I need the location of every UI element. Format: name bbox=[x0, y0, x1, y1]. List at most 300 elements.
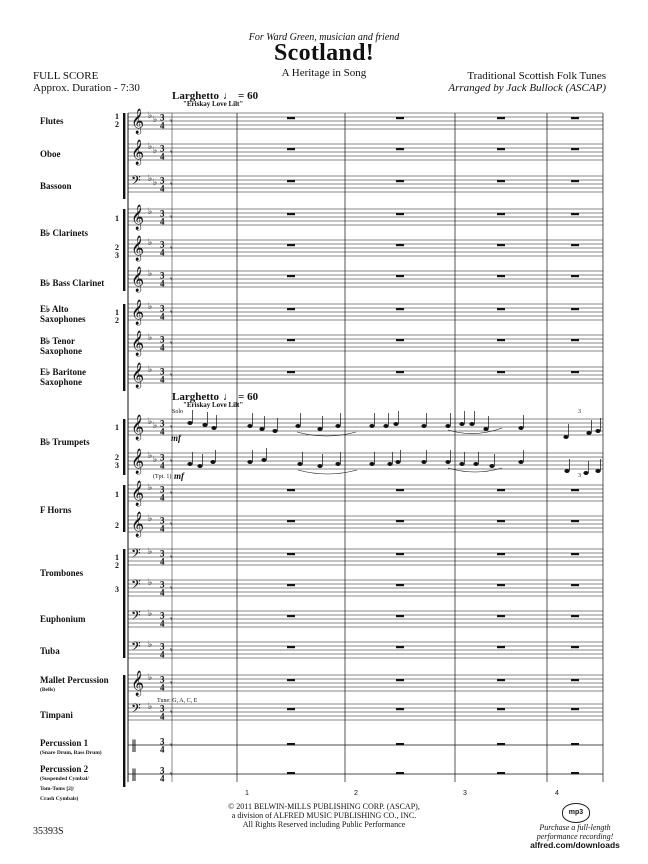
instrument-oboe: Oboe bbox=[40, 149, 61, 159]
measure-number: 1 bbox=[245, 790, 249, 797]
catalog-number: 35393S bbox=[33, 826, 64, 837]
dynamic-mf: mf bbox=[171, 433, 181, 443]
whole-rest bbox=[287, 489, 295, 491]
whole-rest bbox=[287, 117, 295, 119]
time-signature: 3 bbox=[160, 641, 165, 652]
note-head bbox=[369, 424, 374, 428]
time-signature: 4 bbox=[160, 649, 165, 660]
note-head bbox=[483, 427, 488, 431]
rest-icon: 𝄾 bbox=[170, 646, 173, 656]
flat-icon: ♭ bbox=[148, 111, 153, 121]
rest-icon: 𝄾 bbox=[170, 213, 173, 223]
time-signature: 4 bbox=[160, 183, 165, 194]
measure-number: 4 bbox=[555, 790, 559, 797]
instrument-bb-clarinets: B♭ Clarinets bbox=[40, 228, 88, 238]
tempo-bpm: = 60 bbox=[238, 90, 259, 102]
part-number: 2 3 bbox=[115, 453, 119, 470]
time-signature: 3 bbox=[160, 484, 165, 495]
time-signature: 4 bbox=[160, 618, 165, 629]
instrument-label-line: E♭ Alto bbox=[40, 304, 69, 314]
note-head bbox=[383, 424, 388, 428]
clef-icon: 𝄢 bbox=[131, 639, 141, 657]
note-head bbox=[247, 460, 252, 464]
note-head bbox=[297, 462, 302, 466]
flat-icon: ♭ bbox=[148, 333, 153, 343]
clef-icon: 𝄞 bbox=[131, 300, 145, 325]
time-signature: 4 bbox=[160, 374, 165, 385]
whole-rest bbox=[571, 520, 579, 522]
clef-icon: 𝄞 bbox=[131, 363, 145, 388]
clef-icon: 𝄢 bbox=[131, 546, 141, 564]
instrument-label-sub: (Suspended Cymbal/ bbox=[40, 776, 89, 782]
flat-icon: ♭ bbox=[148, 547, 153, 557]
flat-icon: ♭ bbox=[148, 578, 153, 588]
whole-rest bbox=[497, 708, 505, 710]
instrument-bb-trumpets: B♭ Trumpets bbox=[40, 437, 90, 447]
note-head bbox=[421, 460, 426, 464]
instrument-label-line: Saxophone bbox=[40, 346, 83, 356]
whole-rest bbox=[497, 308, 505, 310]
rest-icon: 𝄾 bbox=[170, 308, 173, 318]
flat-icon: ♭ bbox=[148, 609, 153, 619]
time-signature: 4 bbox=[160, 342, 165, 353]
whole-rest bbox=[571, 213, 579, 215]
note-head bbox=[187, 421, 192, 425]
rest-icon: 𝄾 bbox=[170, 180, 173, 190]
whole-rest bbox=[571, 772, 579, 774]
instrument-label-line: Percussion 1 bbox=[40, 738, 89, 748]
time-signature: 4 bbox=[160, 426, 165, 437]
whole-rest bbox=[571, 117, 579, 119]
group-bracket bbox=[123, 304, 125, 391]
time-signature: 3 bbox=[160, 366, 165, 377]
time-signature: 4 bbox=[160, 278, 165, 289]
whole-rest bbox=[571, 244, 579, 246]
flat-icon: ♭ bbox=[148, 174, 153, 184]
flat-icon: ♭ bbox=[148, 142, 153, 152]
whole-rest bbox=[287, 244, 295, 246]
rest-icon: 𝄾 bbox=[170, 371, 173, 381]
whole-rest bbox=[497, 371, 505, 373]
instrument-timpani: Timpani bbox=[40, 710, 73, 720]
whole-rest bbox=[396, 584, 404, 586]
whole-rest bbox=[396, 339, 404, 341]
clef-icon: 𝄞 bbox=[131, 512, 145, 537]
note-head bbox=[393, 422, 398, 426]
whole-rest bbox=[396, 117, 404, 119]
instrument-label-line: Mallet Percussion bbox=[40, 675, 109, 685]
note-head bbox=[187, 462, 192, 466]
part-number: 1 bbox=[115, 423, 119, 432]
rest-icon: 𝄾 bbox=[170, 741, 173, 751]
whole-rest bbox=[571, 679, 579, 681]
whole-rest bbox=[396, 180, 404, 182]
whole-rest bbox=[497, 772, 505, 774]
time-signature: 4 bbox=[160, 711, 165, 722]
whole-rest bbox=[396, 148, 404, 150]
clef-icon: 𝄞 bbox=[131, 671, 145, 696]
time-signature: 3 bbox=[160, 143, 165, 154]
instrument-label-sub: (Bells) bbox=[40, 687, 55, 693]
time-signature: 4 bbox=[160, 773, 165, 784]
triplet-marking: 3 bbox=[578, 473, 581, 479]
note-head bbox=[259, 427, 264, 431]
copyright-line: All Rights Reserved including Public Performance bbox=[242, 820, 406, 829]
note-head bbox=[421, 424, 426, 428]
whole-rest bbox=[571, 553, 579, 555]
clef-icon: 𝄞 bbox=[131, 205, 145, 230]
note-head bbox=[261, 458, 266, 462]
whole-rest bbox=[571, 371, 579, 373]
flat-icon: ♭ bbox=[153, 146, 158, 156]
whole-rest bbox=[497, 213, 505, 215]
rest-icon: 𝄾 bbox=[170, 275, 173, 285]
part-number: 1 2 bbox=[115, 308, 119, 325]
time-signature: 4 bbox=[160, 523, 165, 534]
whole-rest bbox=[571, 308, 579, 310]
whole-rest bbox=[287, 371, 295, 373]
note-head bbox=[395, 460, 400, 464]
whole-rest bbox=[571, 743, 579, 745]
whole-rest bbox=[287, 148, 295, 150]
whole-rest bbox=[497, 180, 505, 182]
recording-promo bbox=[520, 823, 630, 850]
flat-icon: ♭ bbox=[148, 269, 153, 279]
note-head bbox=[518, 460, 523, 464]
instrument-bb-bass-clarinet: B♭ Bass Clarinet bbox=[40, 278, 105, 288]
whole-rest bbox=[497, 244, 505, 246]
flat-icon: ♭ bbox=[148, 207, 153, 217]
flat-icon: ♭ bbox=[148, 673, 153, 683]
time-signature: 4 bbox=[160, 556, 165, 567]
group-bracket bbox=[123, 419, 125, 475]
whole-rest bbox=[497, 520, 505, 522]
clef-icon: 𝄞 bbox=[131, 109, 145, 134]
flat-icon: ♭ bbox=[148, 302, 153, 312]
flat-icon: ♭ bbox=[153, 115, 158, 125]
whole-rest bbox=[287, 772, 295, 774]
duration: Approx. Duration - 7:30 bbox=[33, 82, 140, 94]
whole-rest bbox=[571, 275, 579, 277]
rest-icon: 𝄾 bbox=[170, 244, 173, 254]
dynamic-mf: mf bbox=[174, 471, 184, 481]
note-head bbox=[197, 464, 202, 468]
time-signature: 3 bbox=[160, 239, 165, 250]
solo-marking: Solo bbox=[172, 409, 184, 415]
instrument-label-sub: Crash Cymbals) bbox=[40, 796, 79, 802]
part-number: 3 bbox=[115, 585, 119, 594]
time-signature: 3 bbox=[160, 270, 165, 281]
subtitle: A Heritage in Song bbox=[281, 67, 367, 79]
instrument-f-horns: F Horns bbox=[40, 505, 72, 515]
time-signature: 3 bbox=[160, 208, 165, 219]
part-number: 1 bbox=[115, 214, 119, 223]
time-signature: 3 bbox=[160, 334, 165, 345]
note-head bbox=[445, 424, 450, 428]
whole-rest bbox=[287, 679, 295, 681]
whole-rest bbox=[287, 339, 295, 341]
whole-rest bbox=[287, 646, 295, 648]
flat-icon: ♭ bbox=[148, 451, 153, 461]
mp3-icon: mp3 bbox=[562, 803, 590, 823]
whole-rest bbox=[287, 615, 295, 617]
slur bbox=[297, 432, 356, 436]
time-signature: 4 bbox=[160, 744, 165, 755]
whole-rest bbox=[287, 553, 295, 555]
note-head bbox=[247, 424, 252, 428]
group-bracket bbox=[123, 675, 125, 787]
time-signature: 4 bbox=[160, 587, 165, 598]
clef-icon: 𝄢 bbox=[131, 608, 141, 626]
slur bbox=[448, 468, 502, 472]
clef-icon: 𝄞 bbox=[131, 267, 145, 292]
rest-icon: 𝄾 bbox=[170, 708, 173, 718]
rest-icon: 𝄾 bbox=[170, 615, 173, 625]
note-head bbox=[583, 471, 588, 475]
clef-icon: 𝄞 bbox=[131, 481, 145, 506]
arranger-line: Arranged by Jack Bullock (ASCAP) bbox=[448, 82, 606, 94]
whole-rest bbox=[497, 275, 505, 277]
whole-rest bbox=[396, 244, 404, 246]
time-signature: 3 bbox=[160, 303, 165, 314]
note-head bbox=[210, 460, 215, 464]
note-head bbox=[595, 429, 600, 433]
part-number: 2 bbox=[115, 521, 119, 530]
note-head bbox=[459, 422, 464, 426]
composer-line: Traditional Scottish Folk Tunes bbox=[467, 70, 606, 82]
clef-icon: 𝄞 bbox=[131, 140, 145, 165]
clef-icon: 𝄢 bbox=[131, 173, 141, 191]
whole-rest bbox=[396, 679, 404, 681]
rest-icon: 𝄾 bbox=[170, 117, 173, 127]
time-signature: 3 bbox=[160, 674, 165, 685]
note-head bbox=[211, 426, 216, 430]
whole-rest bbox=[497, 339, 505, 341]
time-signature: 3 bbox=[160, 548, 165, 559]
time-signature: 3 bbox=[160, 579, 165, 590]
section-name-top: "Eriskay Love Lilt" bbox=[183, 100, 244, 108]
time-signature: 4 bbox=[160, 460, 165, 471]
whole-rest bbox=[396, 275, 404, 277]
slur bbox=[298, 470, 357, 474]
whole-rest bbox=[396, 520, 404, 522]
note-head bbox=[469, 422, 474, 426]
time-signature: 3 bbox=[160, 175, 165, 186]
instrument-label-line: B♭ Tenor bbox=[40, 336, 76, 346]
time-signature: 3 bbox=[160, 765, 165, 776]
rest-icon: 𝄾 bbox=[170, 770, 173, 780]
instrument-label-line: Saxophone bbox=[40, 377, 83, 387]
note-head bbox=[459, 462, 464, 466]
whole-rest bbox=[497, 679, 505, 681]
copyright-line: a division of ALFRED MUSIC PUBLISHING CO., INC. bbox=[231, 811, 417, 820]
clef-icon: 𝄢 bbox=[131, 577, 141, 595]
time-signature: 4 bbox=[160, 311, 165, 322]
whole-rest bbox=[497, 615, 505, 617]
time-signature: 4 bbox=[160, 682, 165, 693]
flat-icon: ♭ bbox=[153, 178, 158, 188]
time-signature: 4 bbox=[160, 151, 165, 162]
time-signature: 3 bbox=[160, 418, 165, 429]
note-head bbox=[489, 464, 494, 468]
whole-rest bbox=[396, 553, 404, 555]
whole-rest bbox=[571, 584, 579, 586]
note-head bbox=[272, 429, 277, 433]
flat-icon: ♭ bbox=[148, 702, 153, 712]
clef-icon: 𝄞 bbox=[131, 331, 145, 356]
whole-rest bbox=[287, 584, 295, 586]
whole-rest bbox=[396, 489, 404, 491]
note-head bbox=[595, 469, 600, 473]
instrument-label-line: E♭ Baritone bbox=[40, 367, 86, 377]
flat-icon: ♭ bbox=[148, 483, 153, 493]
copyright-line: © 2011 BELWIN-MILLS PUBLISHING CORP. (ASCAP), bbox=[228, 802, 420, 811]
time-signature: 4 bbox=[160, 492, 165, 503]
promo-line: performance recording! bbox=[536, 832, 614, 841]
note-head bbox=[564, 469, 569, 473]
rest-icon: 𝄾 bbox=[170, 148, 173, 158]
whole-rest bbox=[497, 743, 505, 745]
rest-icon: 𝄾 bbox=[170, 339, 173, 349]
whole-rest bbox=[497, 584, 505, 586]
instrument-label-sub: Tom-Toms [2]/ bbox=[40, 786, 75, 792]
instrument-flutes: Flutes bbox=[40, 116, 64, 126]
note-head bbox=[317, 427, 322, 431]
part-number: 1 2 bbox=[115, 553, 119, 570]
whole-rest bbox=[396, 772, 404, 774]
time-signature: 3 bbox=[160, 452, 165, 463]
clef-icon: 𝄞 bbox=[131, 415, 145, 440]
instrument-label-line: Percussion 2 bbox=[40, 764, 89, 774]
note-head bbox=[586, 431, 591, 435]
note-head bbox=[518, 426, 523, 430]
whole-rest bbox=[571, 489, 579, 491]
whole-rest bbox=[396, 708, 404, 710]
promo-line: Purchase a full-length bbox=[539, 823, 611, 832]
whole-rest bbox=[571, 180, 579, 182]
note-head bbox=[445, 460, 450, 464]
flat-icon: ♭ bbox=[153, 421, 158, 431]
rest-icon: 𝄾 bbox=[170, 423, 173, 433]
note-head bbox=[369, 462, 374, 466]
whole-rest bbox=[497, 553, 505, 555]
instrument-tuba: Tuba bbox=[40, 646, 60, 656]
clef-icon: 𝄞 bbox=[131, 236, 145, 261]
whole-rest bbox=[396, 646, 404, 648]
rest-icon: 𝄾 bbox=[170, 489, 173, 499]
rest-icon: 𝄾 bbox=[170, 679, 173, 689]
triplet-marking: 3 bbox=[578, 409, 581, 415]
instrument-trombones: Trombones bbox=[40, 568, 84, 578]
flat-icon: ♭ bbox=[148, 365, 153, 375]
tempo-bpm: = 60 bbox=[238, 391, 259, 403]
tempo-text: Larghetto bbox=[172, 90, 220, 102]
note-head bbox=[295, 424, 300, 428]
part-number: 1 2 bbox=[115, 112, 119, 129]
whole-rest bbox=[287, 520, 295, 522]
instrument-euphonium: Euphonium bbox=[40, 614, 86, 624]
time-signature: 4 bbox=[160, 247, 165, 258]
whole-rest bbox=[497, 646, 505, 648]
group-bracket bbox=[123, 549, 125, 658]
note-head bbox=[563, 435, 568, 439]
clef-icon: 𝄞 bbox=[131, 449, 145, 474]
rest-icon: 𝄾 bbox=[170, 457, 173, 467]
quarter-note-icon: ♩ bbox=[223, 391, 235, 403]
instrument-label-sub: (Snare Drum, Bass Drum) bbox=[40, 750, 102, 756]
part-number: 2 3 bbox=[115, 243, 119, 260]
whole-rest bbox=[396, 371, 404, 373]
whole-rest bbox=[497, 117, 505, 119]
time-signature: 4 bbox=[160, 216, 165, 227]
time-signature: 3 bbox=[160, 736, 165, 747]
note-head bbox=[202, 423, 207, 427]
whole-rest bbox=[497, 148, 505, 150]
whole-rest bbox=[287, 708, 295, 710]
whole-rest bbox=[497, 489, 505, 491]
measure-number: 2 bbox=[354, 790, 358, 797]
whole-rest bbox=[396, 743, 404, 745]
note-head bbox=[335, 424, 340, 428]
whole-rest bbox=[571, 148, 579, 150]
whole-rest bbox=[287, 743, 295, 745]
rest-icon: 𝄾 bbox=[170, 584, 173, 594]
note-head bbox=[317, 464, 322, 468]
whole-rest bbox=[287, 275, 295, 277]
group-bracket bbox=[123, 485, 125, 532]
section-name-brass: "Eriskay Love Lilt" bbox=[183, 401, 244, 409]
whole-rest bbox=[287, 180, 295, 182]
whole-rest bbox=[571, 646, 579, 648]
flat-icon: ♭ bbox=[148, 640, 153, 650]
whole-rest bbox=[571, 708, 579, 710]
measure-number: 3 bbox=[463, 790, 467, 797]
time-signature: 3 bbox=[160, 515, 165, 526]
flat-icon: ♭ bbox=[148, 238, 153, 248]
whole-rest bbox=[287, 308, 295, 310]
flat-icon: ♭ bbox=[148, 514, 153, 524]
clef-icon: ‖ bbox=[131, 767, 137, 781]
part-number: 1 bbox=[115, 490, 119, 499]
time-signature: 3 bbox=[160, 703, 165, 714]
tempo-text: Larghetto bbox=[172, 391, 220, 403]
quarter-note-icon: ♩ bbox=[223, 90, 235, 102]
page-title: Scotland! bbox=[273, 40, 375, 66]
whole-rest bbox=[396, 213, 404, 215]
note-head bbox=[387, 462, 392, 466]
clef-icon: 𝄢 bbox=[131, 701, 141, 719]
time-signature: 4 bbox=[160, 120, 165, 131]
note-head bbox=[473, 462, 478, 466]
flat-icon: ♭ bbox=[148, 417, 153, 427]
whole-rest bbox=[287, 213, 295, 215]
whole-rest bbox=[571, 615, 579, 617]
tpt1-marking: (Tpt. 1) bbox=[153, 474, 172, 480]
score-type: FULL SCORE bbox=[33, 70, 99, 82]
whole-rest bbox=[396, 308, 404, 310]
time-signature: 3 bbox=[160, 610, 165, 621]
flat-icon: ♭ bbox=[153, 455, 158, 465]
clef-icon: ‖ bbox=[131, 738, 137, 752]
rest-icon: 𝄾 bbox=[170, 520, 173, 530]
timpani-tuning: Tune: G, A, C, E bbox=[157, 698, 198, 704]
instrument-bassoon: Bassoon bbox=[40, 181, 72, 191]
group-bracket bbox=[123, 209, 125, 291]
promo-link[interactable]: alfred.com/downloads bbox=[530, 840, 620, 850]
whole-rest bbox=[571, 339, 579, 341]
whole-rest bbox=[396, 615, 404, 617]
dedication: For Ward Green, musician and friend bbox=[248, 32, 400, 43]
